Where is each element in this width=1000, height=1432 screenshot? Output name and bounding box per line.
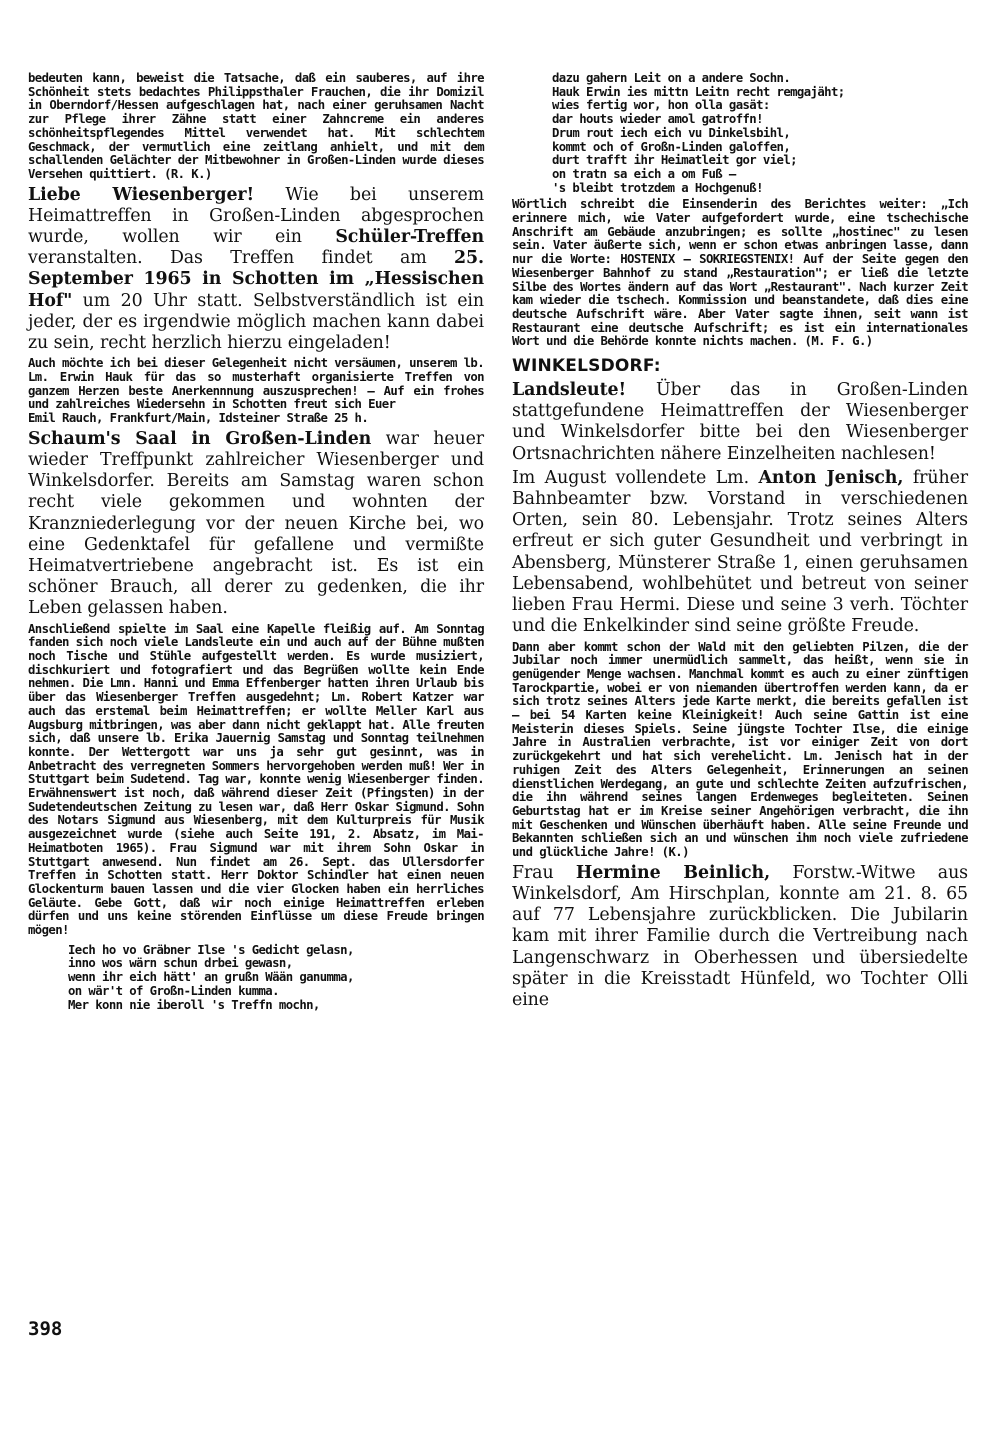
right-column (512, 72, 968, 1011)
text-run: Auch möchte ich bei dieser Gelegenheit nicht versäumen, unserem lb. Lm. Erwin Hauk für das so musterhaft organisierte Treffen von ganzem Herzen beste Anerkennnung auszusprechen! — Auf ein frohes und zahlreiches Wiedersehn in Schotten freut sich Euer (28, 356, 484, 412)
poem-line: inno wos wärn schun drbei gewasn, (68, 956, 293, 971)
poem-line: Hauk Erwin ies mittn Leitn recht remgajäht; (552, 84, 845, 99)
text-run: früher Bahnbeamter bzw. Vorstand in verschiedenen Orten, sein 80. Lebensjahr. Trotz seines Alters erfreut er sich guter Gesundheit und verbringt in Abensberg, Münsterer Straße 1, einen geruhsamen Lebensabend, wohlbehütet und betreut von seiner lieben Frau Hermi. Diese und seine 3 verh. Töchter und die Enkelkinder sind seine größte Freude. (512, 467, 968, 637)
text-run: Forstw.-Witwe aus Winkelsdorf, Am Hirschplan, konnte am 21. 8. 65 auf 77 Lebensjahre zurückblicken. Die Jubilarin kam mit ihrer Familie durch die Vertreibung nach Langenschwarz in Oberhessen und übersiedelte später in die Kreisstadt Hünfeld, wo Tochter Olli eine (512, 862, 968, 1010)
text-run: Anschließend spielte im Saal eine Kapelle fleißig auf. Am Sonntag fanden sich noch viele Landsleute ein und auch auf der Bühne mußten noch Tische und Stühle aufgestellt werden. Es wurde musiziert, dischkuriert und fotografiert und das Begrüßen wollte kein Ende nehmen. Die Lmn. Hanni und Emma Effenberger hatten ihren Urlaub bis über das Wiesenberger Treffen ausgedehnt; Lm. Robert Katzer war auch das erstemal beim Heimattreffen; er wollte Meller Karl aus Augsburg mitbringen, was aber dann nicht geklappt hat. Alle freuten sich, daß unsere lb. Erika Jauernig Samstag und Sonntag teilnehmen konnte. Der Wettergott war uns ja sehr gut gesinnt, was in Anbetracht des verregneten Sommers hervorgehoben werden muß! Wer in Stuttgart beim Sudetend. Tag war, konnte wenig Wiesenberger finden. Erwähnenswert ist noch, daß während dieser Zeit (Pfingsten) in der Sudetendeutschen Zeitung zu lesen war, daß Herr (28, 621, 484, 814)
poem-line: wenn ihr eich hätt' an grußn Wään ganumma, (68, 970, 354, 985)
article-paragraph-1: bedeuten kann, beweist die Tatsache, daß ein sauberes, auf ihre Schönheit stets bedachtes Philippsthaler Frauchen, die ihr Domizil in Oberndorf/Hessen aufgeschlagen hat, nach einer geruhsamen Nacht zur Pflege ihrer Zähne statt einer Zahncreme ein anderes schönheitspflegendes Mittel verwendet hat. Mit schlechtem Geschmack, der vermutlich eine zeitlang anhielt, und mit dem schallenden Gelächter der Mitbewohner in Großen-Linden wurde dieses Versehen quittiert. (R. K.) (28, 71, 484, 181)
text-run: Über das in Großen-Linden stattgefundene Heimattreffen der Wiesenberger und Winkelsdorfer bitte bei den Wiesenberger Ortsnachrichten nähere Einzelheiten nachlesen! (512, 380, 968, 464)
poem-line: Drum rout iech eich vu Dinkelsbihl, (552, 125, 791, 140)
article-paragraph-hostenix: Wörtlich schreibt die Einsenderin des Berichtes weiter: „Ich erinnere mich, wie Vater aufgefordert wurde, eine tschechische Anschrift am Gebäude anzubringen; es sollte „hostinec" zu lesen sein. Vater äußerte sich, wenn er schon etwas anbringen lasse, dann nur die Worte: HOSTENIX — SOKRIEGSTENIX! Auf der Seite gegen den Wiesenberger Bahnhof zu stand „Restauration"; er ließ die letzte Silbe des Wortes ändern auf das Wort „Restaurant". Nach kurzer Zeit kam wieder die tschech. Kommission und beanstandete, daß dies eine deutsche Aufschrift wäre. Aber Vater sagte ihnen, seit wann ist Restaurant eine deutsche Aufschrift; es ist ein internationales Wort und die Behörde konnte nichts machen. (M. F. G.) (512, 197, 968, 349)
poem-line: Mer konn nie iberoll 's Treffn mochn, (68, 997, 320, 1012)
bold-run: 25. September 1965 in Schotten im „Hessischen Hof" (28, 248, 484, 311)
poem-line: kommt och of Großn-Linden galoffen, (552, 139, 791, 154)
text-run: . Sohn des Notars Sigmund aus Wiesenberg, mit dem Kulturpreis für Musik ausgezeichnet wurde (siehe auch Seite 191, 2. Absatz, im Mai-Heimatboten 1965). Frau Sigmund war mit ihrem Sohn Oskar in Stuttgart anwesend. Nun findet am 26. Sept. das Ullersdorfer Treffen in Schotten statt. Herr Doktor Schindler hat einen neuen Glockenturm bauen lassen und die vier Glocken haben ein herrliches Geläute. Gebe Gott, daß wir noch einige Heimattreffen erleben dürfen und uns keine störenden Einflüsse um diese Freude bringen mögen! (28, 799, 484, 938)
left-column (28, 72, 484, 1012)
bold-run: Oskar Sigmund (354, 799, 444, 814)
article-paragraph-report (28, 623, 484, 938)
article-paragraph-jenisch (512, 468, 968, 638)
poem-line: 's bleibt trotzdem a Hochgenuß! (552, 180, 763, 195)
article-paragraph-beinlich (512, 863, 968, 1011)
section-heading-winkelsdorf: WINKELSDORF: (512, 356, 661, 377)
text-run: Frau (512, 862, 576, 883)
page-number: 398 (28, 1318, 63, 1340)
poem-line: wies fertig wor, hon olla gasät: (552, 98, 770, 113)
poem-line: dazu gahern Leit on a andere Sochn. (552, 71, 791, 85)
bold-lead: Liebe Wiesenberger! (28, 184, 255, 205)
text-run: Wie bei unserem Heimattreffen in Großen-Linden abgesprochen wurde, wollen wir ein (28, 184, 484, 248)
text-run: Im August vollendete Lm. (512, 467, 759, 488)
poem-line: on tratn sa eich a om Fuß — (552, 166, 736, 181)
poem-line: Iech ho vo Gräbner Ilse 's Gedicht gelasn, (68, 942, 354, 957)
text-run: um 20 Uhr statt. Selbstverständlich ist ein jeder, der es irgendwie möglich machen kann dabei zu sein, recht herzlich hierzu eingeladen! (28, 290, 484, 354)
article-paragraph-jenisch-details: Dann aber kommt schon der Wald mit den geliebten Pilzen, die der Jubilar noch immer unermüdlich sammelt, das heißt, wenn sie in genügender Menge wachsen. Manchmal kommt es auch zu einer zünftigen Tarockpartie, wobei er von niemanden übertroffen werden kann, da er sich trotz seines Alters jede Karte merkt, die bereits gefallen ist — bei 54 Karten keine Kleinigkeit! Auch seine Gattin ist eine Meisterin dieses Spiels. Seine jüngste Tochter Ilse, die einige Jahre in Australien verbrachte, ist vor einiger Zeit von dort zurückgekehrt und hat sich verehelicht. Lm. Jenisch hat in der ruhigen Zeit des Alters Gelegenheit, Erinnerungen an seinen dienstlichen Werdegang, an gute und schlechte Zeiten aufzufrischen, die ihn während seines langen Erdenweges begleiteten. Seinen Geburtstag hat er im Kreise seiner Angehörigen verbracht, die ihn mit Geschenken und Wünschen überhäuft haben. Alle seine Freunde und Bekannten schließen sich an und wünschen ihm noch viele zufriedene und glückliche Jahre! (K.) (512, 639, 968, 860)
article-paragraph-schaums-saal (28, 429, 484, 620)
signature: Emil Rauch, Frankfurt/Main, Idsteiner Straße 25 h. (28, 411, 369, 426)
dialect-poem-part-1 (28, 944, 484, 1013)
text-run: war heuer wieder Treffpunkt zahlreicher Wiesenberger und Winkelsdorfer. Bereits am Samstag waren schon recht viele gekommen und wohnten der Kranzniederlegung vor der neuen Kirche bei, wo eine Gedenktafel für gefallene und vermißte Heimatvertriebene angebracht ist. Es ist ein schöner Brauch, all derer zu gedenken, die ihr Leben gelassen haben. (28, 428, 484, 619)
bold-run: Schüler-Treffen (335, 227, 484, 248)
article-paragraph-schueler-treffen (28, 185, 484, 355)
poem-line: on wär't of Großn-Linden kumma. (68, 983, 279, 998)
poem-line: durt trafft ihr Heimatleit gor viel; (552, 153, 797, 168)
bold-lead: Schaum's Saal in Großen-Linden (28, 428, 372, 449)
text-run: veranstalten. Das Treffen findet am (28, 248, 455, 269)
article-paragraph-landsleute (512, 380, 968, 465)
bold-lead: Landsleute! (512, 380, 627, 401)
dialect-poem-part-2 (512, 72, 968, 195)
bold-run: Anton Jenisch, (758, 467, 904, 488)
poem-line: dar houts wieder amol gatroffn! (552, 112, 763, 127)
article-paragraph-thanks (28, 357, 484, 426)
bold-run: Hermine Beinlich, (575, 862, 771, 883)
